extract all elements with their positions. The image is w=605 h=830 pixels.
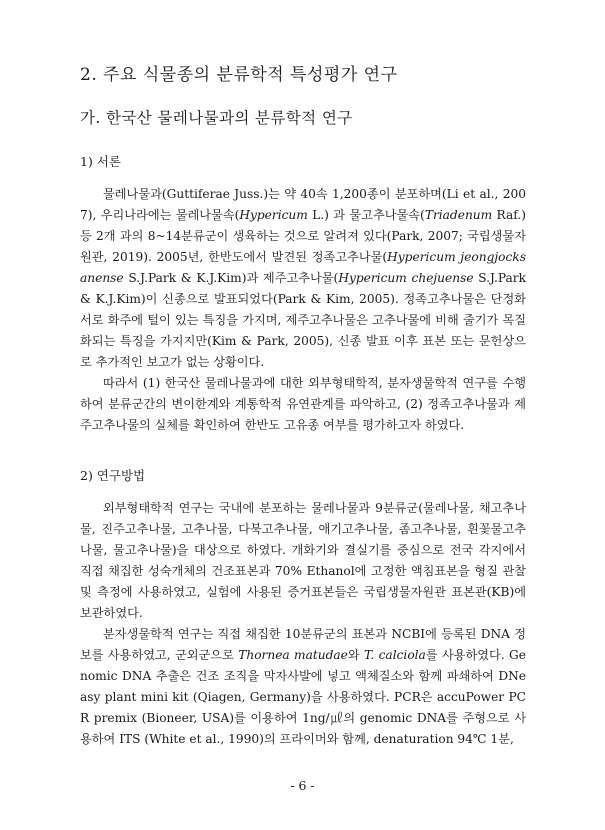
methods-paragraph-2: 분자생물학적 연구는 직접 채집한 10분류군의 표본과 NCBI에 등록된 DNA 정보를 사용하였고, 군외군으로 Thornea matudae와 T. calciola를 사용하였다. Genomic DNA 추출은 건조 조직을 막자사발에 넣고 액체질소와 함께 파쇄하여 DNeasy plant mini kit (Qiagen, Germany)을 사용하였다. PCR은 accuPower PCR premix (Bioneer, USA)를 이용하여 1ng/㎕의 genomic DNA를 주형으로 사용하여 ITS (White et al., 1990)의 프라이머와 함께, denaturation 94℃ 1분, [80,627,526,746]
subsection-title: 가. 한국산 물레나물과의 분류학적 연구 [80,109,353,127]
introduction-paragraph-2: 따라서 (1) 한국산 물레나물과에 대한 외부형태학적, 분자생물학적 연구를 수행하여 분류군간의 변이한계와 계통학적 유연관계를 파악하고, (2) 정족고추나물과 제주고추나물의 실체를 확인하여 한반도 고유종 여부를 평가하고자 하였다. [80,376,526,432]
introduction-heading: 1) 서론 [80,154,121,169]
page-number: - 6 - [290,778,315,793]
section-title: 2. 주요 식물종의 분류학적 특성평가 연구 [80,65,398,85]
methods-paragraph-1: 외부형태학적 연구는 국내에 분포하는 물레나물과 9분류군(물레나물, 채고추나물, 진주고추나물, 고추나물, 다북고추나물, 애기고추나물, 좀고추나물, 흰꽃물고추나물, 물고추나물)을 대상으로 하였다. 개화기와 결실기를 중심으로 전국 각지에서 직접 채집한 성숙개체의 건조표본과 70% Ethanol에 고정한 액침표본을 형질 관찰 및 측정에 사용하였고, 실험에 사용된 증거표본들은 국립생물자원관 표본관(KB)에 보관하였다. [80,501,526,620]
introduction-paragraph-1: 물레나물과(Guttiferae Juss.)는 약 40속 1,200종이 분포하며(Li et al., 2007), 우리나라에는 물레나물속(Hypericum L.) 과 물고추나물속(Triadenum Raf.) 등 2개 과의 8~14분류군이 생육하는 것으로 알려져 있다(Park, 2007; 국립생물자원관, 2019). 2005년, 한반도에서 발견된 정족고추나물(Hypericum jeongjocksanense S.J.Park & K.J.Kim)과 제주고추나물(Hypericum chejuense S.J.Park & K.J.Kim)이 신종으로 발표되었다(Park & Kim, 2005). 정족고추나물은 단정화서로 화주에 털이 있는 특징을 가지며, 제주고추나물은 고추나물에 비해 줄기가 목질화되는 특징을 가지지만(Kim & Park, 2005), 신종 발표 이후 표본 또는 문헌상으로 추가적인 보고가 없는 상황이다. [80,187,526,369]
methods-heading: 2) 연구방법 [80,468,146,483]
